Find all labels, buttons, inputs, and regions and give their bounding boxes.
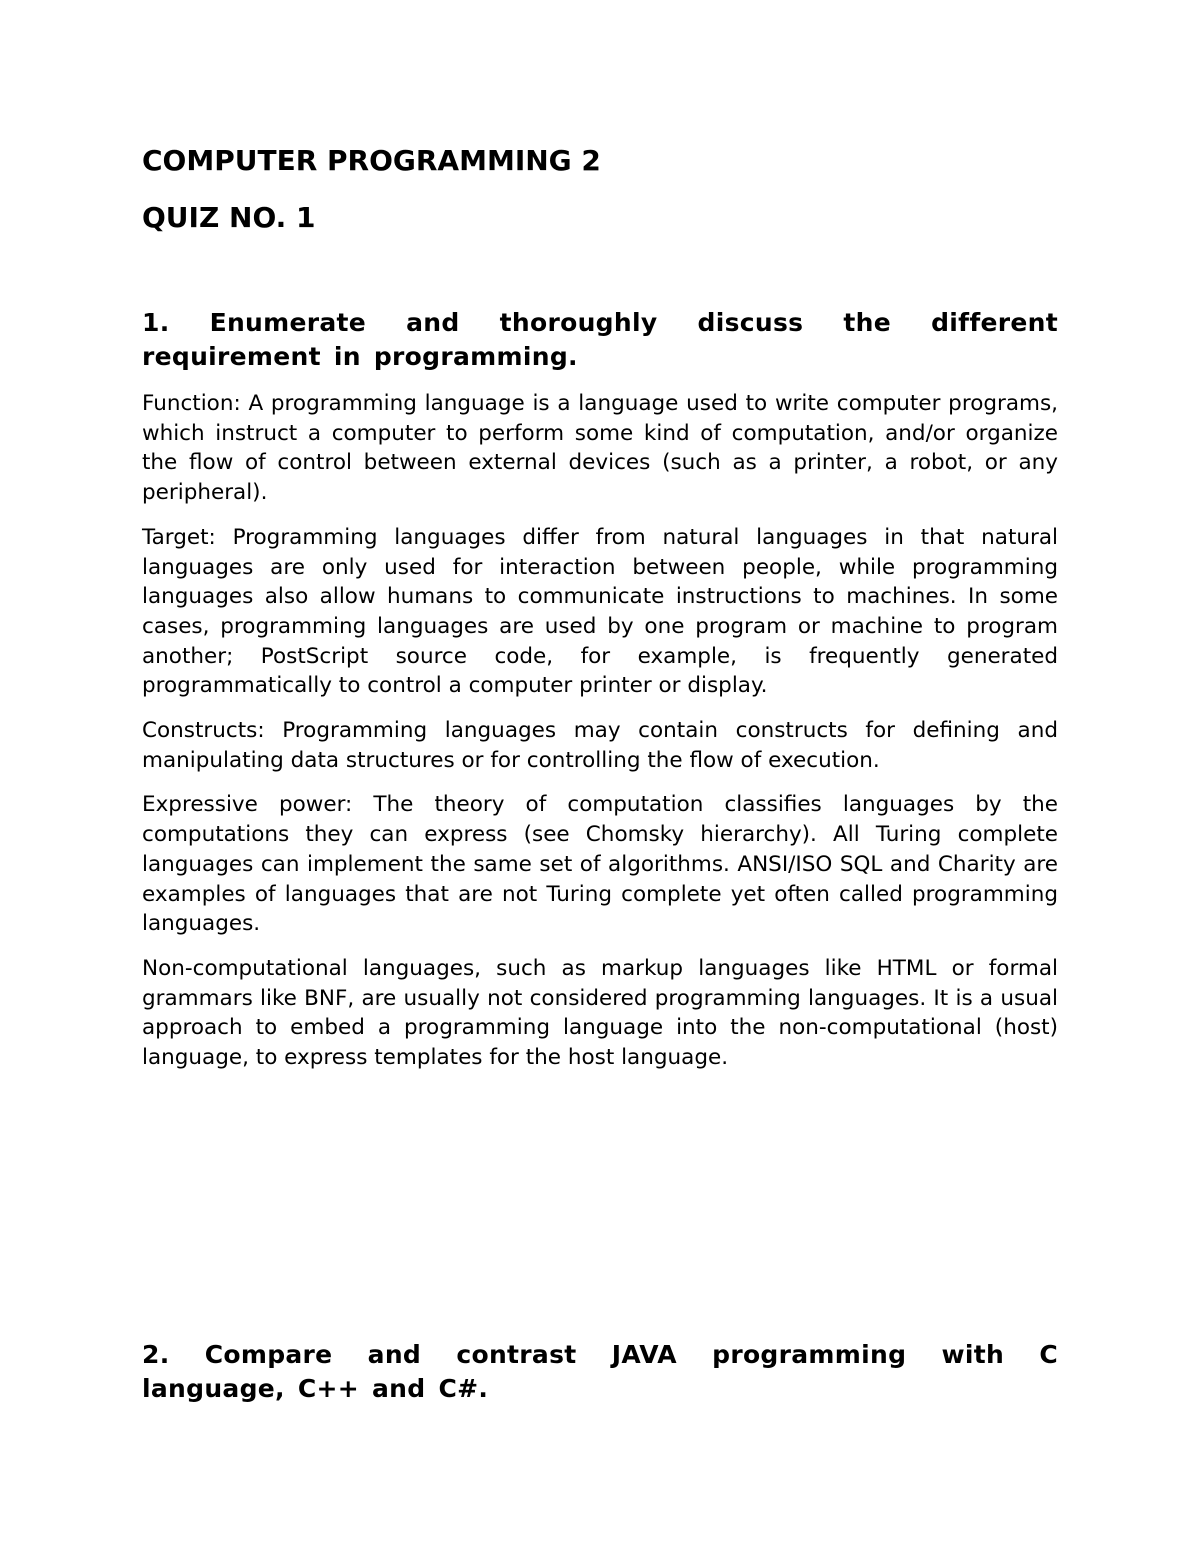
answer-paragraph-non-computational: Non-computational languages, such as markup languages like HTML or formal grammars like BNF, are usually not considered programming languages. It is a usual approach to embed a programming language into the non-computational (host) language, to express templates for the host language.	[142, 955, 1058, 1071]
course-title: COMPUTER PROGRAMMING 2	[142, 144, 601, 177]
answer-paragraph-expressive-power: Expressive power: The theory of computation classifies languages by the computations they can express (see Chomsky hierarchy). All Turing complete languages can implement the same set of algorithms. ANSI/ISO SQL and Charity are examples of languages that are not Turing complete yet often called programming languages.	[142, 792, 1058, 937]
quiz-title: QUIZ NO. 1	[142, 201, 316, 234]
question-1: 1. Enumerate and thoroughly discuss the different requirement in programming.	[142, 308, 1058, 371]
answer-paragraph-constructs: Constructs: Programming languages may contain constructs for defining and manipulating data structures or for controlling the flow of execution.	[142, 718, 1058, 773]
question-2: 2. Compare and contrast JAVA programming with C language, C++ and C#.	[142, 1340, 1058, 1403]
answer-section	[142, 389, 1058, 1088]
answer-paragraph-function: Function: A programming language is a language used to write computer programs, which instruct a computer to perform some kind of computation, and/or organize the flow of control between external devices (such as a printer, a robot, or any peripheral).	[142, 391, 1058, 506]
answer-paragraph-target: Target: Programming languages differ from natural languages in that natural languages are only used for interaction between people, while programming languages also allow humans to communicate instructions to machines. In some cases, programming languages are used by one program or machine to program another; PostScript source code, for example, is frequently generated programmatically to control a computer printer or display.	[142, 524, 1058, 699]
